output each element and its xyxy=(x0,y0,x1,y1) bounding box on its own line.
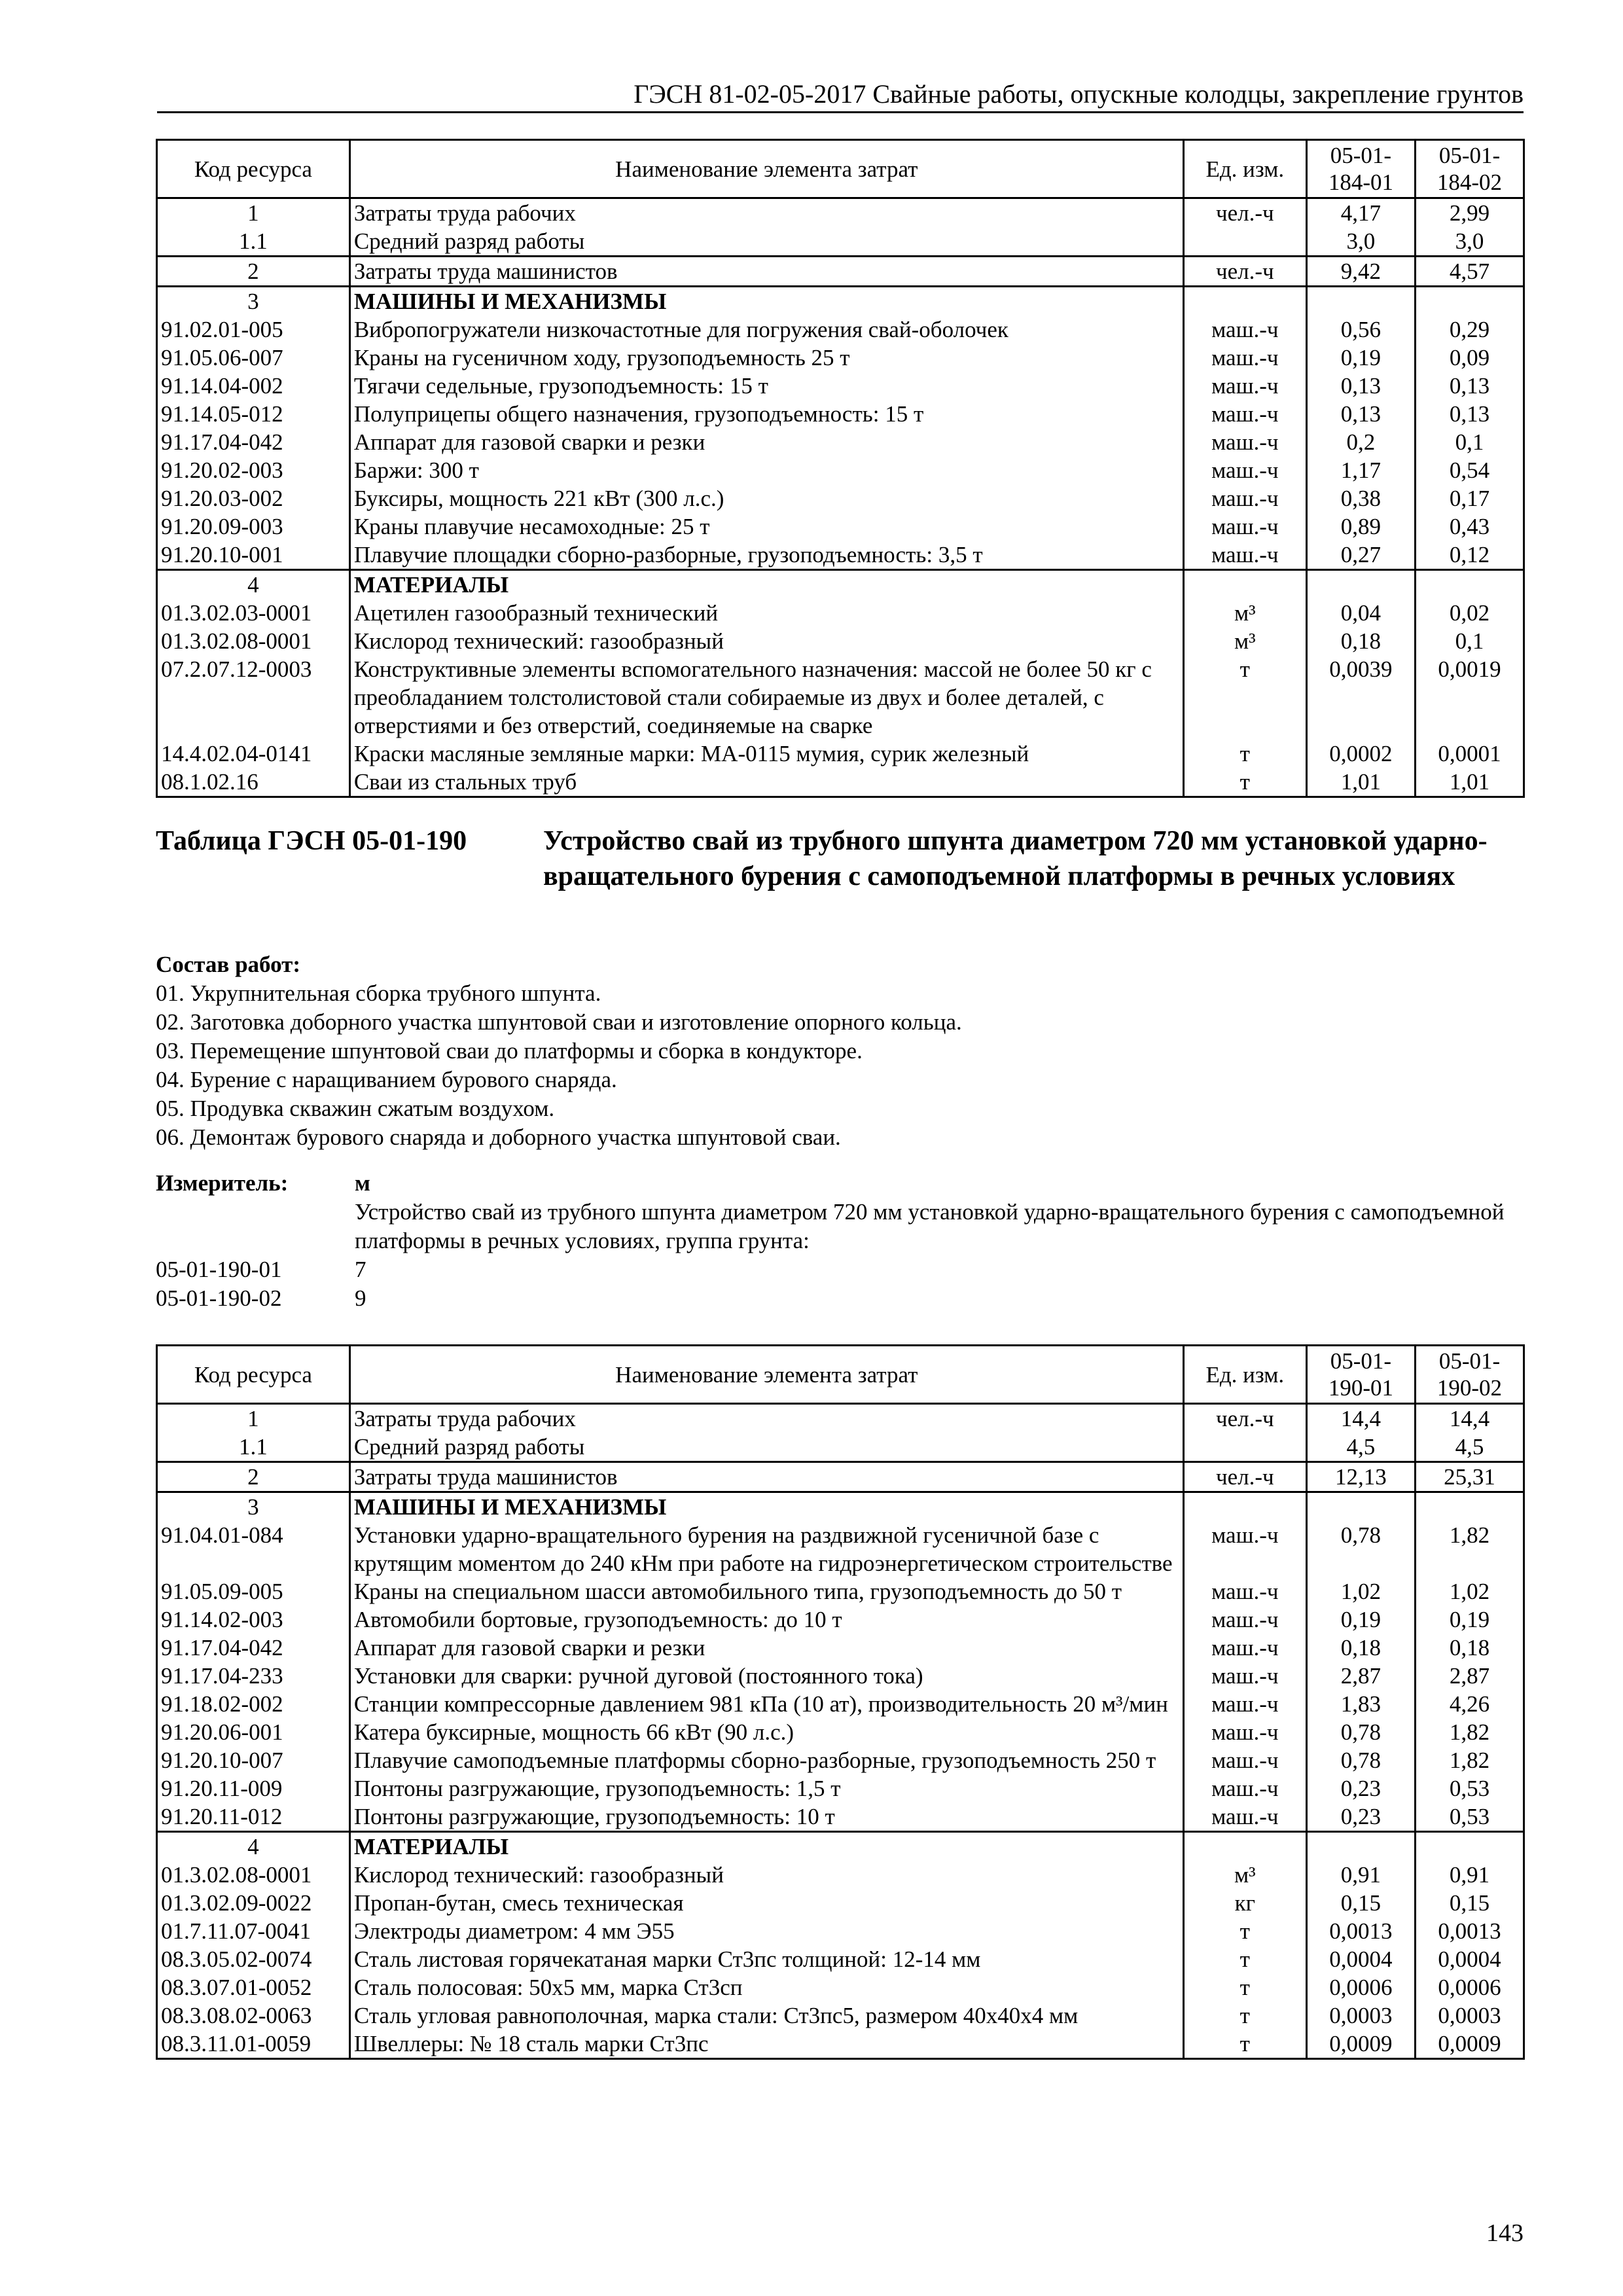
cell-unit: т xyxy=(1183,1973,1306,2001)
cell-value-2: 1,01 xyxy=(1415,768,1524,797)
header-rule xyxy=(157,111,1524,113)
cell-unit: маш.-ч xyxy=(1183,1577,1306,1605)
cell-name: Затраты труда машинистов xyxy=(349,257,1183,287)
cell-value-2: 0,91 xyxy=(1415,1861,1524,1889)
cell-code: 91.20.11-012 xyxy=(157,1803,350,1832)
table-row xyxy=(157,1832,1524,1861)
cell-value-2: 3,0 xyxy=(1415,227,1524,257)
cell-value-2: 1,82 xyxy=(1415,1746,1524,1774)
table-row xyxy=(157,1746,1524,1774)
cell-name: Краны плавучие несамоходные: 25 т xyxy=(349,512,1183,541)
cell-value-1: 0,78 xyxy=(1306,1746,1415,1774)
cell-code: 91.20.10-001 xyxy=(157,541,350,570)
cell-code: 91.14.05-012 xyxy=(157,400,350,428)
work-item: 01. Укрупнительная сборка трубного шпунта. xyxy=(156,980,601,1006)
cell-code: 91.17.04-233 xyxy=(157,1662,350,1690)
column-header-variant-1: 05-01- 190-01 xyxy=(1306,1346,1415,1404)
table-row xyxy=(157,1605,1524,1634)
cell-name: Сталь угловая равнополочная, марка стали: Ст3пс5, размером 40х40х4 мм xyxy=(349,2001,1183,2030)
cell-value-2: 0,0003 xyxy=(1415,2001,1524,2030)
cell-value-1: 0,0013 xyxy=(1306,1917,1415,1945)
cell-unit: маш.-ч xyxy=(1183,428,1306,456)
table-row xyxy=(157,627,1524,655)
cell-code: 1 xyxy=(157,198,350,228)
cell-value-2: 0,19 xyxy=(1415,1605,1524,1634)
cell-code: 2 xyxy=(157,257,350,287)
cell-value-1: 0,0004 xyxy=(1306,1945,1415,1973)
cell-unit: маш.-ч xyxy=(1183,344,1306,372)
cell-value-2 xyxy=(1415,287,1524,316)
cell-value-2: 0,0019 xyxy=(1415,655,1524,740)
cell-value-1: 0,18 xyxy=(1306,627,1415,655)
cell-code: 1 xyxy=(157,1404,350,1433)
cell-name: Понтоны разгружающие, грузоподъемность: 10 т xyxy=(349,1803,1183,1832)
cell-unit xyxy=(1183,570,1306,600)
cell-code: 3 xyxy=(157,287,350,316)
cell-value-1 xyxy=(1306,1832,1415,1861)
table-row xyxy=(157,287,1524,316)
cell-value-1 xyxy=(1306,1492,1415,1522)
cell-unit xyxy=(1183,1492,1306,1522)
work-item: 03. Перемещение шпунтовой сваи до платформы и сборка в кондукторе. xyxy=(156,1038,863,1064)
table-row xyxy=(157,599,1524,627)
cell-code: 01.3.02.03-0001 xyxy=(157,599,350,627)
cell-name: Средний разряд работы xyxy=(349,1433,1183,1462)
cell-code: 2 xyxy=(157,1462,350,1492)
cell-unit xyxy=(1183,1832,1306,1861)
cell-value-1: 9,42 xyxy=(1306,257,1415,287)
table-row xyxy=(157,1803,1524,1832)
cell-name: Средний разряд работы xyxy=(349,227,1183,257)
cell-value-1: 0,0006 xyxy=(1306,1973,1415,2001)
cell-unit: маш.-ч xyxy=(1183,1718,1306,1746)
table-row xyxy=(157,1662,1524,1690)
cell-value-1: 0,23 xyxy=(1306,1803,1415,1832)
work-item: 06. Демонтаж бурового снаряда и доборного участка шпунтовой сваи. xyxy=(156,1124,841,1150)
meter-label: Измеритель: xyxy=(156,1170,289,1196)
table-title: Устройство свай из трубного шпунта диаметром 720 мм установкой ударно-вращательного бурения с самоподъемной платформы в речных условиях xyxy=(543,826,1488,891)
cell-name: Автомобили бортовые, грузоподъемность: до 10 т xyxy=(349,1605,1183,1634)
cell-value-2: 0,53 xyxy=(1415,1803,1524,1832)
column-header-unit: Ед. изм. xyxy=(1183,1346,1306,1404)
table-row xyxy=(157,227,1524,257)
table-row xyxy=(157,428,1524,456)
cell-value-2 xyxy=(1415,570,1524,600)
resource-table-190 xyxy=(156,1344,1525,2060)
cell-value-1: 0,04 xyxy=(1306,599,1415,627)
cell-value-1: 1,83 xyxy=(1306,1690,1415,1718)
cell-value-2: 1,82 xyxy=(1415,1521,1524,1577)
cell-value-1: 1,02 xyxy=(1306,1577,1415,1605)
cell-value-2: 4,5 xyxy=(1415,1433,1524,1462)
column-header-variant-2: 05-01- 190-02 xyxy=(1415,1346,1524,1404)
table-row xyxy=(157,1462,1524,1492)
cell-name: Затраты труда рабочих xyxy=(349,198,1183,228)
cell-unit: м³ xyxy=(1183,599,1306,627)
cell-code: 14.4.02.04-0141 xyxy=(157,740,350,768)
cell-code: 3 xyxy=(157,1492,350,1522)
cell-unit: маш.-ч xyxy=(1183,1662,1306,1690)
cell-code: 08.3.07.01-0052 xyxy=(157,1973,350,2001)
cell-code: 08.3.05.02-0074 xyxy=(157,1945,350,1973)
table-label: Таблица ГЭСН 05-01-190 xyxy=(156,826,467,856)
table-row xyxy=(157,1973,1524,2001)
table-row xyxy=(157,2001,1524,2030)
cell-value-1: 1,01 xyxy=(1306,768,1415,797)
cell-value-2: 0,18 xyxy=(1415,1634,1524,1662)
table-row xyxy=(157,1889,1524,1917)
cell-code: 91.20.11-009 xyxy=(157,1774,350,1803)
cell-value-2: 0,02 xyxy=(1415,599,1524,627)
cell-name: Плавучие самоподъемные платформы сборно-разборные, грузоподъемность 250 т xyxy=(349,1746,1183,1774)
cell-value-1: 0,91 xyxy=(1306,1861,1415,1889)
cell-name: МАШИНЫ И МЕХАНИЗМЫ xyxy=(349,287,1183,316)
table-row xyxy=(157,400,1524,428)
cell-value-1: 0,19 xyxy=(1306,1605,1415,1634)
cell-value-1: 0,0002 xyxy=(1306,740,1415,768)
cell-name: Краны на специальном шасси автомобильного типа, грузоподъемность до 50 т xyxy=(349,1577,1183,1605)
cell-name: Аппарат для газовой сварки и резки xyxy=(349,428,1183,456)
cell-value-1: 0,27 xyxy=(1306,541,1415,570)
cell-value-1: 3,0 xyxy=(1306,227,1415,257)
cell-code: 91.17.04-042 xyxy=(157,428,350,456)
cell-value-1: 0,19 xyxy=(1306,344,1415,372)
cell-name: Плавучие площадки сборно-разборные, грузоподъемность: 3,5 т xyxy=(349,541,1183,570)
cell-code: 08.3.11.01-0059 xyxy=(157,2030,350,2059)
table-row xyxy=(157,1861,1524,1889)
cell-value-1: 0,0009 xyxy=(1306,2030,1415,2059)
cell-code: 4 xyxy=(157,1832,350,1861)
cell-unit: маш.-ч xyxy=(1183,315,1306,344)
cell-name: Затраты труда машинистов xyxy=(349,1462,1183,1492)
cell-unit: т xyxy=(1183,1945,1306,1973)
cell-value-2 xyxy=(1415,1832,1524,1861)
cell-name: Пропан-бутан, смесь техническая xyxy=(349,1889,1183,1917)
cell-unit: кг xyxy=(1183,1889,1306,1917)
cell-unit: т xyxy=(1183,655,1306,740)
table-row xyxy=(157,1690,1524,1718)
cell-code: 08.3.08.02-0063 xyxy=(157,2001,350,2030)
cell-value-2: 0,1 xyxy=(1415,627,1524,655)
table-row xyxy=(157,1492,1524,1522)
cell-value-1: 0,13 xyxy=(1306,400,1415,428)
table-row xyxy=(157,1945,1524,1973)
cell-value-1 xyxy=(1306,570,1415,600)
cell-code: 01.3.02.09-0022 xyxy=(157,1889,350,1917)
cell-value-1: 0,2 xyxy=(1306,428,1415,456)
cell-name: Буксиры, мощность 221 кВт (300 л.с.) xyxy=(349,484,1183,512)
cell-value-2: 0,54 xyxy=(1415,456,1524,484)
table-row xyxy=(157,315,1524,344)
cell-code: 91.17.04-042 xyxy=(157,1634,350,1662)
cell-value-1: 2,87 xyxy=(1306,1662,1415,1690)
cell-unit: маш.-ч xyxy=(1183,1803,1306,1832)
cell-unit: маш.-ч xyxy=(1183,1690,1306,1718)
cell-value-2: 0,15 xyxy=(1415,1889,1524,1917)
cell-value-2: 1,02 xyxy=(1415,1577,1524,1605)
table-row xyxy=(157,1634,1524,1662)
cell-value-1: 14,4 xyxy=(1306,1404,1415,1433)
cell-name: Тягачи седельные, грузоподъемность: 15 т xyxy=(349,372,1183,400)
variant-code: 05-01-190-02 xyxy=(156,1285,282,1311)
table-row xyxy=(157,1433,1524,1462)
cell-code: 91.18.02-002 xyxy=(157,1690,350,1718)
meter-description: Устройство свай из трубного шпунта диаметром 720 мм установкой ударно-вращательного бурения с самоподъемной платформы в речных условиях, группа грунта: xyxy=(355,1199,1505,1253)
cell-value-2: 0,29 xyxy=(1415,315,1524,344)
cell-code: 91.02.01-005 xyxy=(157,315,350,344)
cell-value-2: 2,87 xyxy=(1415,1662,1524,1690)
cell-unit: т xyxy=(1183,2030,1306,2059)
cell-name: Конструктивные элементы вспомогательного назначения: массой не более 50 кг с преобладанием толстолистовой стали собираемые из двух и более деталей, с отверстиями и без отверстий, соединяемые на сварке xyxy=(349,655,1183,740)
cell-code: 07.2.07.12-0003 xyxy=(157,655,350,740)
cell-name: Баржи: 300 т xyxy=(349,456,1183,484)
cell-unit: маш.-ч xyxy=(1183,1746,1306,1774)
cell-unit xyxy=(1183,287,1306,316)
cell-value-1: 4,5 xyxy=(1306,1433,1415,1462)
table-row xyxy=(157,257,1524,287)
meter-unit: м xyxy=(355,1170,370,1196)
cell-code: 01.3.02.08-0001 xyxy=(157,1861,350,1889)
cell-unit xyxy=(1183,1433,1306,1462)
table-row xyxy=(157,2030,1524,2059)
table-row xyxy=(157,1774,1524,1803)
work-composition-title: Состав работ: xyxy=(156,952,300,977)
cell-unit: т xyxy=(1183,740,1306,768)
cell-value-1: 0,18 xyxy=(1306,1634,1415,1662)
table-row xyxy=(157,1577,1524,1605)
cell-code: 91.14.02-003 xyxy=(157,1605,350,1634)
table-row xyxy=(157,740,1524,768)
cell-unit: маш.-ч xyxy=(1183,541,1306,570)
cell-value-1: 0,78 xyxy=(1306,1718,1415,1746)
cell-value-2: 4,26 xyxy=(1415,1690,1524,1718)
cell-name: Кислород технический: газообразный xyxy=(349,1861,1183,1889)
cell-name: МАТЕРИАЛЫ xyxy=(349,1832,1183,1861)
cell-name: Краски масляные земляные марки: МА-0115 мумия, сурик железный xyxy=(349,740,1183,768)
cell-name: МАТЕРИАЛЫ xyxy=(349,570,1183,600)
table-row xyxy=(157,372,1524,400)
table-row xyxy=(157,1917,1524,1945)
cell-unit: м³ xyxy=(1183,627,1306,655)
cell-unit: т xyxy=(1183,1917,1306,1945)
cell-unit: маш.-ч xyxy=(1183,456,1306,484)
cell-name: Кислород технический: газообразный xyxy=(349,627,1183,655)
table-row xyxy=(157,1718,1524,1746)
table-row xyxy=(157,512,1524,541)
cell-code: 01.7.11.07-0041 xyxy=(157,1917,350,1945)
work-item: 05. Продувка скважин сжатым воздухом. xyxy=(156,1096,555,1121)
cell-value-2: 0,0001 xyxy=(1415,740,1524,768)
cell-name: Установки ударно-вращательного бурения на раздвижной гусеничной базе с крутящим моментом до 240 кНм при работе на гидроэнергетическом строительстве xyxy=(349,1521,1183,1577)
cell-unit: маш.-ч xyxy=(1183,400,1306,428)
cell-name: Вибропогружатели низкочастотные для погружения свай-оболочек xyxy=(349,315,1183,344)
cell-unit: маш.-ч xyxy=(1183,484,1306,512)
cell-unit: маш.-ч xyxy=(1183,1774,1306,1803)
cell-code: 91.14.04-002 xyxy=(157,372,350,400)
cell-value-1: 0,0039 xyxy=(1306,655,1415,740)
cell-value-1: 0,13 xyxy=(1306,372,1415,400)
cell-value-1: 0,0003 xyxy=(1306,2001,1415,2030)
cell-code: 4 xyxy=(157,570,350,600)
cell-code: 1.1 xyxy=(157,227,350,257)
cell-value-2: 25,31 xyxy=(1415,1462,1524,1492)
cell-value-2: 0,43 xyxy=(1415,512,1524,541)
page-number: 143 xyxy=(1486,2219,1524,2247)
cell-value-1: 12,13 xyxy=(1306,1462,1415,1492)
cell-value-2: 2,99 xyxy=(1415,198,1524,228)
table-row xyxy=(157,344,1524,372)
cell-value-1: 0,15 xyxy=(1306,1889,1415,1917)
cell-value-2: 0,12 xyxy=(1415,541,1524,570)
cell-value-2: 4,57 xyxy=(1415,257,1524,287)
cell-name: Полуприцепы общего назначения, грузоподъемность: 15 т xyxy=(349,400,1183,428)
column-header-variant-1: 05-01- 184-01 xyxy=(1306,140,1415,198)
cell-value-2: 1,82 xyxy=(1415,1718,1524,1746)
work-composition-list xyxy=(156,979,962,1152)
table-row xyxy=(157,484,1524,512)
cell-value-1: 0,23 xyxy=(1306,1774,1415,1803)
cell-code: 91.05.09-005 xyxy=(157,1577,350,1605)
cell-unit xyxy=(1183,227,1306,257)
cell-value-2: 0,0006 xyxy=(1415,1973,1524,2001)
cell-value-2: 0,13 xyxy=(1415,372,1524,400)
cell-unit: т xyxy=(1183,768,1306,797)
cell-value-2: 0,1 xyxy=(1415,428,1524,456)
running-header: ГЭСН 81-02-05-2017 Свайные работы, опускные колодцы, закрепление грунтов xyxy=(633,79,1524,109)
cell-name: Сваи из стальных труб xyxy=(349,768,1183,797)
cell-code: 91.04.01-084 xyxy=(157,1521,350,1577)
cell-value-1 xyxy=(1306,287,1415,316)
cell-code: 1.1 xyxy=(157,1433,350,1462)
cell-name: Ацетилен газообразный технический xyxy=(349,599,1183,627)
table-row xyxy=(157,541,1524,570)
cell-unit: маш.-ч xyxy=(1183,1634,1306,1662)
cell-value-2: 14,4 xyxy=(1415,1404,1524,1433)
column-header-unit: Ед. изм. xyxy=(1183,140,1306,198)
cell-value-1: 0,38 xyxy=(1306,484,1415,512)
cell-code: 91.05.06-007 xyxy=(157,344,350,372)
cell-unit: маш.-ч xyxy=(1183,372,1306,400)
cell-value-2: 0,13 xyxy=(1415,400,1524,428)
cell-name: Сталь листовая горячекатаная марки Ст3пс толщиной: 12-14 мм xyxy=(349,1945,1183,1973)
cell-name: Аппарат для газовой сварки и резки xyxy=(349,1634,1183,1662)
column-header-name: Наименование элемента затрат xyxy=(349,1346,1183,1404)
work-item: 04. Бурение с наращиванием бурового снаряда. xyxy=(156,1067,617,1092)
cell-name: Электроды диаметром: 4 мм Э55 xyxy=(349,1917,1183,1945)
table-row xyxy=(157,768,1524,797)
cell-name: Понтоны разгружающие, грузоподъемность: 1,5 т xyxy=(349,1774,1183,1803)
cell-unit: чел.-ч xyxy=(1183,198,1306,228)
cell-value-1: 0,56 xyxy=(1306,315,1415,344)
cell-code: 91.20.02-003 xyxy=(157,456,350,484)
table-row xyxy=(157,1404,1524,1433)
cell-unit: т xyxy=(1183,2001,1306,2030)
column-header-code: Код ресурса xyxy=(157,1346,350,1404)
cell-name: Установки для сварки: ручной дуговой (постоянного тока) xyxy=(349,1662,1183,1690)
column-header-code: Код ресурса xyxy=(157,140,350,198)
variant-value: 9 xyxy=(355,1285,366,1311)
cell-value-2: 0,0009 xyxy=(1415,2030,1524,2059)
variant-value: 7 xyxy=(355,1257,366,1282)
cell-name: МАШИНЫ И МЕХАНИЗМЫ xyxy=(349,1492,1183,1522)
cell-value-2: 0,53 xyxy=(1415,1774,1524,1803)
cell-unit: чел.-ч xyxy=(1183,257,1306,287)
resource-table-184 xyxy=(156,139,1525,798)
table-row xyxy=(157,655,1524,740)
cell-value-2: 0,09 xyxy=(1415,344,1524,372)
cell-value-2 xyxy=(1415,1492,1524,1522)
column-header-name: Наименование элемента затрат xyxy=(349,140,1183,198)
cell-unit: м³ xyxy=(1183,1861,1306,1889)
cell-name: Станции компрессорные давлением 981 кПа (10 ат), производительность 20 м³/мин xyxy=(349,1690,1183,1718)
cell-value-1: 1,17 xyxy=(1306,456,1415,484)
variant-code: 05-01-190-01 xyxy=(156,1257,282,1282)
table-row xyxy=(157,570,1524,600)
cell-unit: маш.-ч xyxy=(1183,512,1306,541)
cell-unit: маш.-ч xyxy=(1183,1521,1306,1577)
cell-value-1: 4,17 xyxy=(1306,198,1415,228)
cell-code: 08.1.02.16 xyxy=(157,768,350,797)
cell-unit: чел.-ч xyxy=(1183,1404,1306,1433)
column-header-variant-2: 05-01- 184-02 xyxy=(1415,140,1524,198)
cell-code: 01.3.02.08-0001 xyxy=(157,627,350,655)
cell-name: Затраты труда рабочих xyxy=(349,1404,1183,1433)
cell-code: 91.20.10-007 xyxy=(157,1746,350,1774)
cell-value-2: 0,17 xyxy=(1415,484,1524,512)
table-row xyxy=(157,198,1524,228)
cell-value-1: 0,89 xyxy=(1306,512,1415,541)
cell-name: Швеллеры: № 18 сталь марки Ст3пс xyxy=(349,2030,1183,2059)
work-item: 02. Заготовка доборного участка шпунтовой сваи и изготовление опорного кольца. xyxy=(156,1009,962,1035)
cell-value-2: 0,0004 xyxy=(1415,1945,1524,1973)
cell-name: Краны на гусеничном ходу, грузоподъемность 25 т xyxy=(349,344,1183,372)
cell-name: Катера буксирные, мощность 66 кВт (90 л.с.) xyxy=(349,1718,1183,1746)
cell-unit: маш.-ч xyxy=(1183,1605,1306,1634)
cell-value-1: 0,78 xyxy=(1306,1521,1415,1577)
cell-value-2: 0,0013 xyxy=(1415,1917,1524,1945)
table-row xyxy=(157,456,1524,484)
cell-code: 91.20.06-001 xyxy=(157,1718,350,1746)
cell-code: 91.20.03-002 xyxy=(157,484,350,512)
cell-unit: чел.-ч xyxy=(1183,1462,1306,1492)
cell-code: 91.20.09-003 xyxy=(157,512,350,541)
cell-name: Сталь полосовая: 50х5 мм, марка Ст3сп xyxy=(349,1973,1183,2001)
table-row xyxy=(157,1521,1524,1577)
